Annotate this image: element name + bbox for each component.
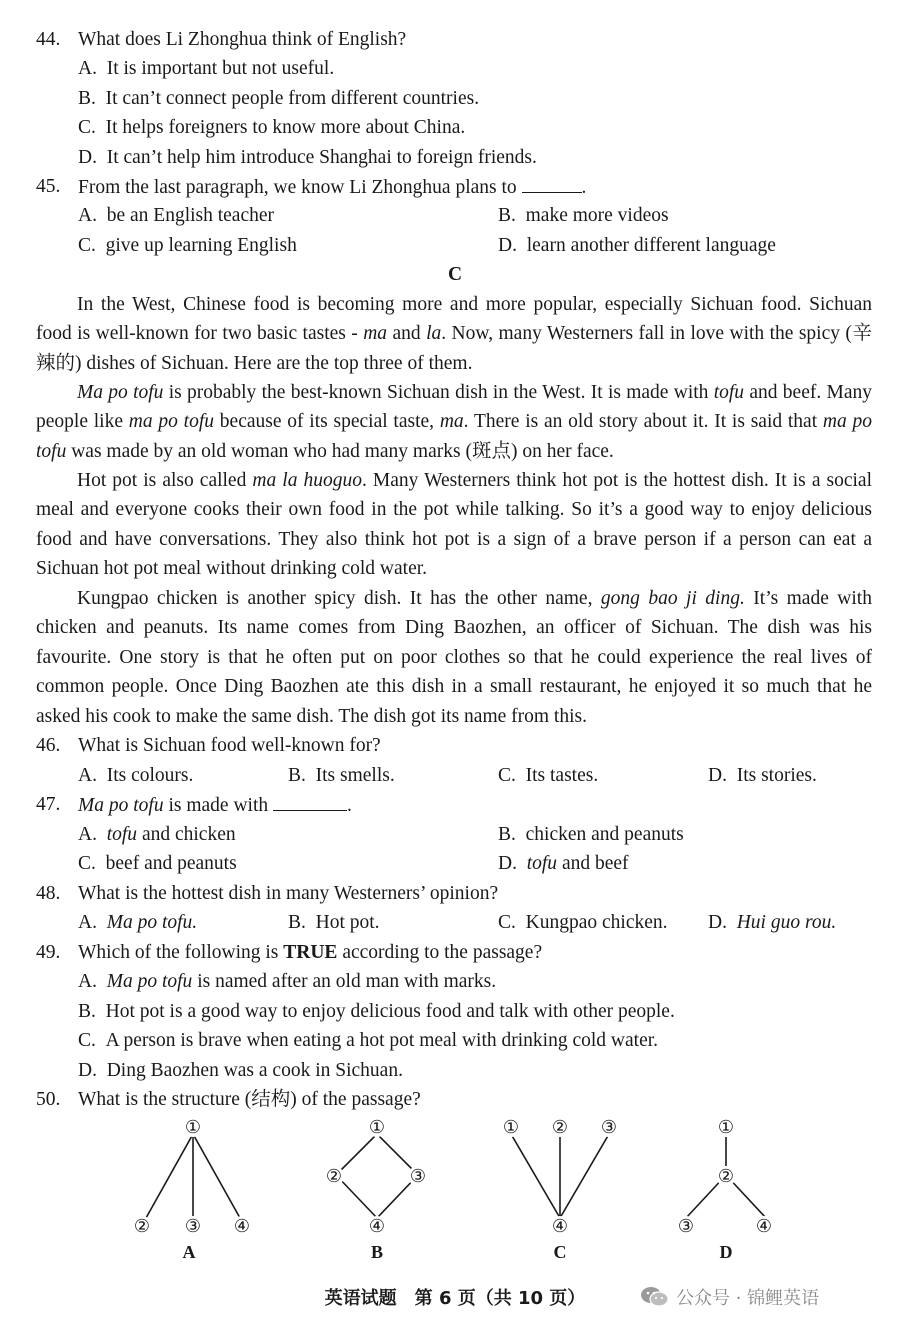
diagram-node: ② [133,1216,151,1236]
option-a: A. Ma po tofu is named after an old man with marks. [78,971,497,992]
diagram-label-a: A [182,1242,196,1262]
option-b: B. Hot pot is a good way to enjoy delicious food and talk with other people. [78,1001,675,1022]
wechat-icon [640,1285,670,1309]
passage-paragraph-3: Hot pot is also called ma la huoguo. Many Westerners think hot pot is the hottest dish. It is a social meal and everyone cooks their own food in the pot while talking. So it’s a good way to enjoy delicious food and have conversations. They also think hot pot is a sign of a brave person if a person can eat a Sichuan hot pot meal without drinking cold water. [36,470,873,580]
answer-blank [522,176,582,193]
diagram-node: ② [325,1166,343,1186]
diagram-c-edge [560,1134,609,1218]
diagram-node: ③ [409,1166,427,1186]
diagram-node: ④ [233,1216,251,1236]
option-c: C. beef and peanuts [78,853,237,874]
passage-paragraph-1: In the West, Chinese food is becoming more and more popular, especially Sichuan food. Sichuan food is well-known for two basic tastes - ma and la. Now, many Westerners fall in love with the spicy (辛辣的) dishes of Sichuan. Here are the top three of them. [36,294,872,374]
question-text: What does Li Zhonghua think of English? [78,29,407,50]
passage-paragraph-4: Kungpao chicken is another spicy dish. It has the other name, gong bao ji ding. It’s made with chicken and peanuts. Its name comes from Ding Baozhen, an officer of Sichuan. The dish was his favourite. One story is that he often put on poor clothes so that he could experience the real lives of common people. Once Ding Baozhen ate this dish in a small restaurant, he enjoyed it so much that he asked his cook to make the same dish. The dish got its name from this. [36,588,872,727]
diagram-node: ④ [368,1216,386,1236]
diagram-c-edge [511,1134,560,1218]
option-b: B. make more videos [498,205,669,226]
option-c: C. It helps foreigners to know more about China. [78,117,466,138]
diagram-node: ① [368,1117,386,1137]
diagram-node: ③ [184,1216,202,1236]
diagram-node: ④ [755,1216,773,1236]
option-d: D. tofu and beef [498,853,629,874]
page-footer: 英语试题 第 6 页（共 10 页） [324,1288,586,1309]
option-a: A. It is important but not useful. [78,58,335,79]
option-c: C. A person is brave when eating a hot pot meal with drinking cold water. [78,1030,659,1051]
diagram-node: ① [502,1117,520,1137]
option-d: D. It can’t help him introduce Shanghai to foreign friends. [78,147,537,168]
option-d: D. Hui guo rou. [708,912,837,933]
diagram-label-c: C [553,1242,567,1262]
diagram-node: ② [551,1117,569,1137]
option-d: D. learn another different language [498,235,776,256]
diagram-label-b: B [370,1242,384,1262]
option-b: B. It can’t connect people from different countries. [78,88,480,109]
option-b: B. Its smells. [288,765,395,786]
option-a: A. Ma po tofu. [78,912,198,933]
option-b: B. Hot pot. [288,912,380,933]
option-a: A. Its colours. [78,765,194,786]
diagram-node: ① [184,1117,202,1137]
option-a: A. be an English teacher [78,205,275,226]
diagram-node: ④ [551,1216,569,1236]
diagram-label-d: D [719,1242,733,1262]
answer-blank [273,794,347,811]
diagram-node: ② [717,1166,735,1186]
option-c: C. give up learning English [78,235,297,256]
passage-paragraph-2: Ma po tofu is probably the best-known Sichuan dish in the West. It is made with tofu and beef. Many people like ma po tofu because of its special taste, ma. There is an old story about it. It is said that ma po tofu was made by an old woman who had many marks (斑点) on her face. [36,382,873,462]
option-a: A. tofu and chicken [78,824,236,845]
structure-diagrams [0,1112,910,1262]
question-number: 44. [36,29,61,50]
diagram-a-edge [146,1134,193,1218]
option-c: C. Its tastes. [498,765,599,786]
exam-page: 44. What does Li Zhonghua think of English? A. It is important but not useful. B. It can’t connect people from different countries. C. It helps foreigners to know more about China. D. It can’t help him introduce Shanghai to foreign friends. 45. From the last paragraph, we know Li Zhonghua plans to . A. be an English teacher B. make more videos C. give up learning English D. learn another different language C In the West, Chinese food is becoming more and more popular, especially Sichuan food. Sichuan food is well-known for two basic tastes - ma and la. Now, many Westerners fall in love with the spicy (辛辣的) dishes of Sichuan. Here are the top three of them. Ma po tofu is probably the best-known Sichuan dish in the West. It is made with tofu and beef. Many people like ma po tofu because of its special taste, ma. There is an old story about it. It is said that ma po tofu was made by an old woman who had many marks (斑点) on her face. Hot pot is also called ma la huoguo. Many Westerners think hot pot is the hottest dish. It is a social meal and everyone cooks their own food in the pot while talking. So it’s a good way to enjoy delicious food and have conversations. They also think hot pot is a sign of a brave person if a person can eat a Sichuan hot pot meal without drinking cold water. Kungpao chicken is another spicy dish. It has the other name, gong bao ji ding. It’s made with chicken and peanuts. Its name comes from Ding Baozhen, an officer of Sichuan. The dish was his favourite. One story is that he often put on poor clothes so that he could experience the real lives of common people. Once Ding Baozhen ate this dish in a small restaurant, he enjoyed it so much that he asked his cook to make the same dish. The dish got its name from this. 46. What is Sichuan food well-known for? A. Its colours. B. Its smells. C. Its tastes. D. Its stories. 47. Ma po tofu is made with . A. tofu and chicken B. chicken and peanuts C. beef and peanuts D. tofu and beef 48. What is the hottest dish in many Westerners’ opinion? A. Ma po tofu. B. Hot pot. C. Kungpao chicken. D. Hui guo rou. 49. Which of the following is TRUE according to the passage? A. Ma po tofu is named after an old man with marks. B. Hot pot is a good way to enjoy delicious food and talk with other people. C. A person is brave when eating a hot pot meal with drinking cold water. D. Ding Baozhen was a cook in Sichuan. 50. What is the structure (结构) of the passage? ① ② ③ ④ A ① ② ③ ④ B ① ② ③ ④ C ① ② ③ ④ D 英语试题 第 6 页（共 10 页） 公众号 · 锦鲤英语 [0,0,910,1334]
option-d: D. Ding Baozhen was a cook in Sichuan. [78,1060,403,1081]
diagram-node: ① [717,1117,735,1137]
diagram-b-edge [336,1134,377,1175]
diagram-node: ③ [677,1216,695,1236]
option-c: C. Kungpao chicken. [498,912,668,933]
watermark [640,1284,819,1310]
watermark-text: 公众号 · 锦鲤英语 [676,1288,820,1309]
option-b: B. chicken and peanuts [498,824,684,845]
diagram-a-edge [193,1134,240,1218]
section-heading: C [447,264,463,285]
option-d: D. Its stories. [708,765,817,786]
diagram-node: ③ [600,1117,618,1137]
